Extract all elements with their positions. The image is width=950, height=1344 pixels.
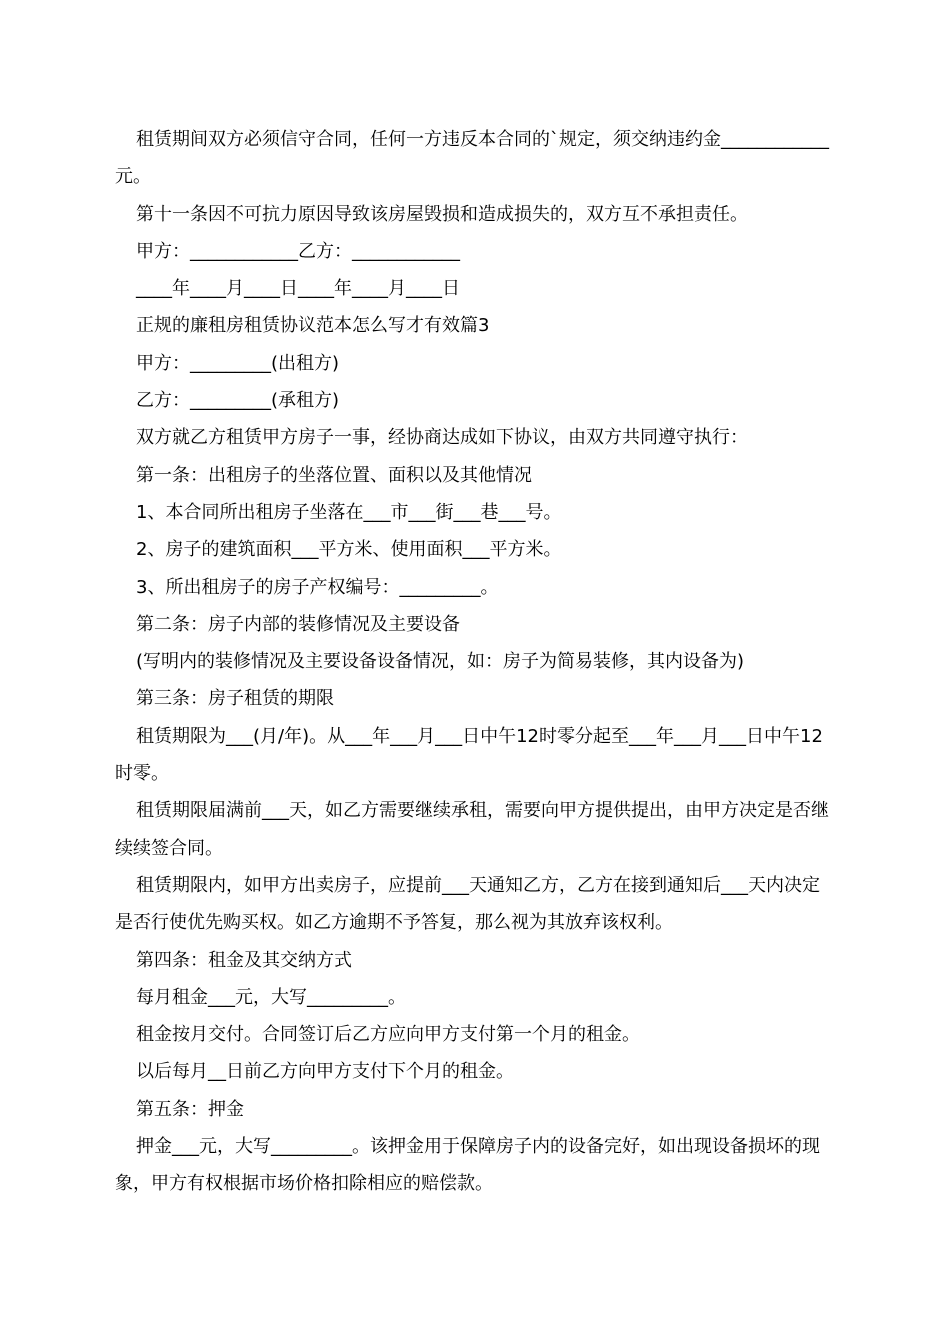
paragraph-monthly-rent: 每月租金___元，大写_________。 (136, 986, 406, 1008)
paragraph-preemption: 租赁期限内，如甲方出卖房子，应提前___天通知乙方，乙方在接到通知后___天内决定是否行使优先购买权。如乙方逾期不予答复，那么视为其放弃该权利。 (115, 874, 820, 934)
paragraph-decoration-note: (写明内的装修情况及主要设备设备情况，如：房子为简易装修，其内设备为) (136, 651, 745, 673)
list-item-property-number: 3、所出租房子的房子产权编号：_________。 (136, 576, 499, 598)
paragraph-lease-term: 租赁期限为___(月/年)。从___年___月___日中午12时零分起至___年___月___日中午12时零。 (115, 725, 823, 785)
paragraph-signatures: 甲方：____________乙方：____________ (136, 240, 460, 262)
section-title: 正规的廉租房租赁协议范本怎么写才有效篇3 (136, 315, 490, 337)
list-item-area: 2、房子的建筑面积___平方米、使用面积___平方米。 (136, 539, 562, 561)
heading-article-4: 第四条：租金及其交纳方式 (136, 949, 352, 971)
document-body (115, 121, 837, 1203)
heading-article-3: 第三条：房子租赁的期限 (136, 688, 334, 710)
paragraph-renewal: 租赁期限届满前___天，如乙方需要继续承租，需要向甲方提供提出，由甲方决定是否继续续签合同。 (115, 800, 829, 859)
paragraph-rent-payment: 租金按月交付。合同签订后乙方应向甲方支付第一个月的租金。 (136, 1024, 640, 1046)
paragraph-signature-dates: ____年____月____日____年____月____日 (136, 278, 460, 300)
heading-article-1: 第一条：出租房子的坐落位置、面积以及其他情况 (136, 464, 532, 486)
list-item-location: 1、本合同所出租房子坐落在___市___街___巷___号。 (136, 501, 562, 523)
paragraph-deposit: 押金___元，大写_________。该押金用于保障房子内的设备完好，如出现设备损坏的现象，甲方有权根据市场价格扣除相应的赔偿款。 (115, 1136, 820, 1195)
paragraph-party-b: 乙方：_________(承租方) (136, 390, 340, 412)
heading-article-2: 第二条：房子内部的装修情况及主要设备 (136, 613, 460, 635)
heading-article-5: 第五条：押金 (136, 1098, 244, 1120)
paragraph-penalty: 租赁期间双方必须信守合同，任何一方违反本合同的`规定，须交纳违约金____________元。 (115, 129, 829, 188)
paragraph-article-11: 第十一条因不可抗力原因导致该房屋毁损和造成损失的，双方互不承担责任。 (136, 203, 748, 225)
paragraph-party-a: 甲方：_________(出租方) (136, 352, 340, 374)
paragraph-rent-schedule: 以后每月__日前乙方向甲方支付下个月的租金。 (136, 1061, 514, 1083)
paragraph-preamble: 双方就乙方租赁甲方房子一事，经协商达成如下协议，由双方共同遵守执行： (136, 427, 748, 449)
